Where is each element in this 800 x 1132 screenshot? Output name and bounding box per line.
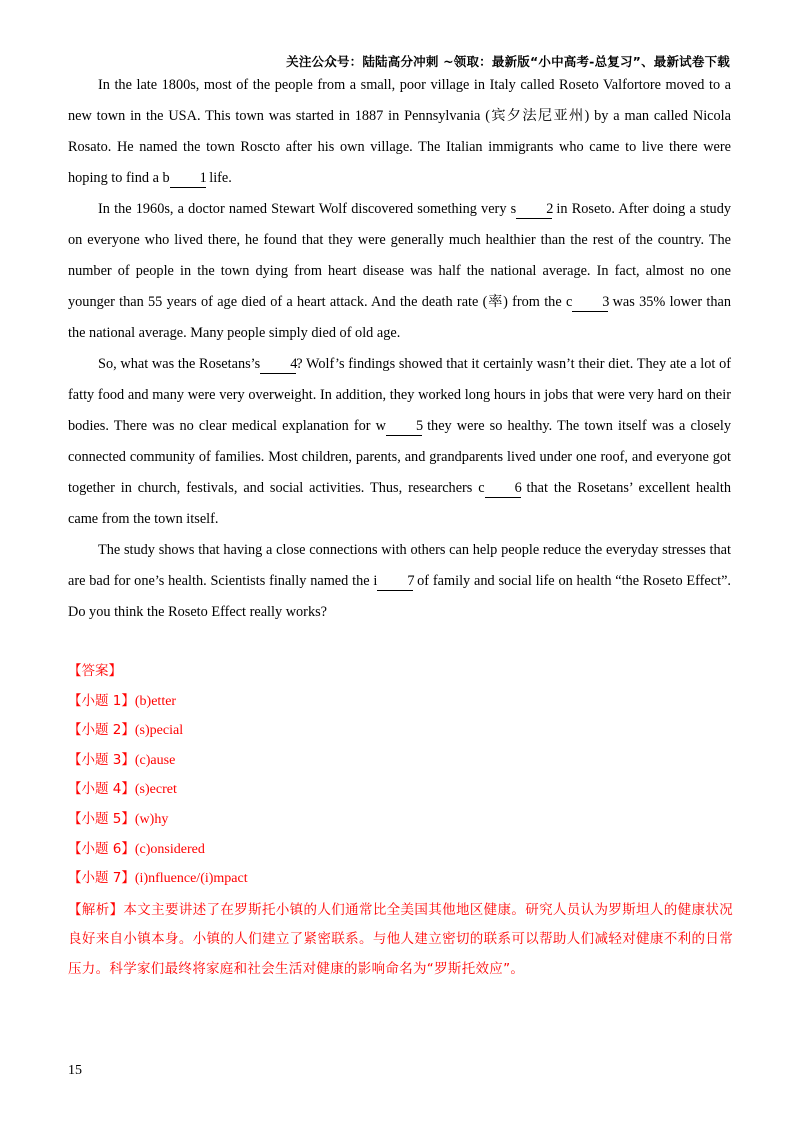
answer-text: (i)nfluence/(i)mpact [134,871,248,887]
blank-4: 4 [260,356,296,374]
answer-item [68,687,733,717]
passage-text: In the late 1800s, most of the people from a small, poor village in Italy called Roseto Valfortore moved to a new town in the USA. This town was started in 1887 in Pennsylvania (宾夕法尼亚州) by a man called Nicola Rosato. He named the town Roscto after his own village. The Italian immigrants who came to live there were hoping to find a b [68,77,731,186]
reading-passage [68,70,731,628]
passage-text: was 35% lower than the national average. Many people simply died of old age. [68,294,732,341]
passage-text: ? Wolf’s findings showed that it certainly wasn’t their diet. They ate a lot of fatty food and many were very overweight. In addition, they worked long hours in jobs that were very hard on their bodies. There was no clear medical explanation for w [68,356,731,434]
blank-6: 6 [485,480,521,498]
passage-text: The study shows that having a close connections with others can help people reduce the everyday stresses that are bad for one’s health. Scientists finally named the i [68,542,731,589]
analysis-text: 本文主要讲述了在罗斯托小镇的人们通常比全美国其他地区健康。研究人员认为罗斯坦人的健康状况良好来自小镇本身。小镇的人们建立了紧密联系。与他人建立密切的联系可以帮助人们减轻对健康不利的日常压力。科学家们最终将家庭和社会生活对健康的影响命名为“罗斯托效应”。 [68,901,733,977]
answer-section [68,657,733,984]
answer-text: (c)onsidered [134,841,205,857]
analysis-label: 【解析】 [68,901,124,918]
answer-label: 【小题 4】 [68,781,135,798]
paragraph-3 [68,349,731,535]
answer-label: 【小题 5】 [68,810,135,827]
answer-item [68,746,733,776]
header-note: 关注公众号：陆陆高分冲刺 ~领取：最新版“小中高考-总复习”、最新试卷下载 [286,54,730,69]
answer-item [68,864,733,894]
answer-item [68,805,733,835]
answer-label: 【小题 7】 [68,870,135,887]
paragraph-4 [68,535,731,628]
blank-2: 2 [516,201,552,219]
page-number: 15 [68,1063,82,1078]
answer-label: 【小题 2】 [68,722,135,739]
passage-text: life. [205,170,232,186]
answer-label: 【小题 3】 [68,751,135,768]
blank-1: 1 [170,170,206,188]
answer-item [68,775,733,805]
passage-text: that the Rosetans’ excellent health came from the town itself. [68,480,731,527]
paragraph-2 [68,194,731,349]
answer-text: (w)hy [134,811,169,827]
answer-text: (b)etter [134,693,177,709]
passage-text: in Roseto. After doing a study on everyone who lived there, he found that they were generally much healthier than the rest of the country. The number of people in the town dying from heart disease was half the national average. In fact, almost no one younger than 55 years of age died of a heart attack. And the death rate (率) from the c [68,201,731,310]
answer-heading: 【答案】 [68,663,122,679]
answer-text: (s)pecial [134,723,184,739]
answer-item [68,716,733,746]
answer-label: 【小题 1】 [68,692,135,709]
blank-5: 5 [386,418,422,436]
answer-label: 【小题 6】 [68,840,135,857]
answer-text: (s)ecret [134,782,177,798]
analysis-paragraph [68,896,733,985]
passage-text: In the 1960s, a doctor named Stewart Wolf discovered something very s [98,201,517,217]
paragraph-1 [68,70,731,194]
answer-item [68,835,733,865]
answer-text: (c)ause [134,752,176,768]
passage-text: they were so healthy. The town itself was a closely connected community of families. Most children, parents, and grandparents lived under one roof, and everyone got together in church, festivals, and social activities. Thus, researchers c [68,418,731,496]
passage-text: of family and social life on health “the Roseto Effect”. Do you think the Roseto Effect really works? [68,573,731,620]
passage-text: So, what was the Rosetans’s [98,356,261,372]
blank-3: 3 [572,294,608,312]
blank-7: 7 [377,573,413,591]
